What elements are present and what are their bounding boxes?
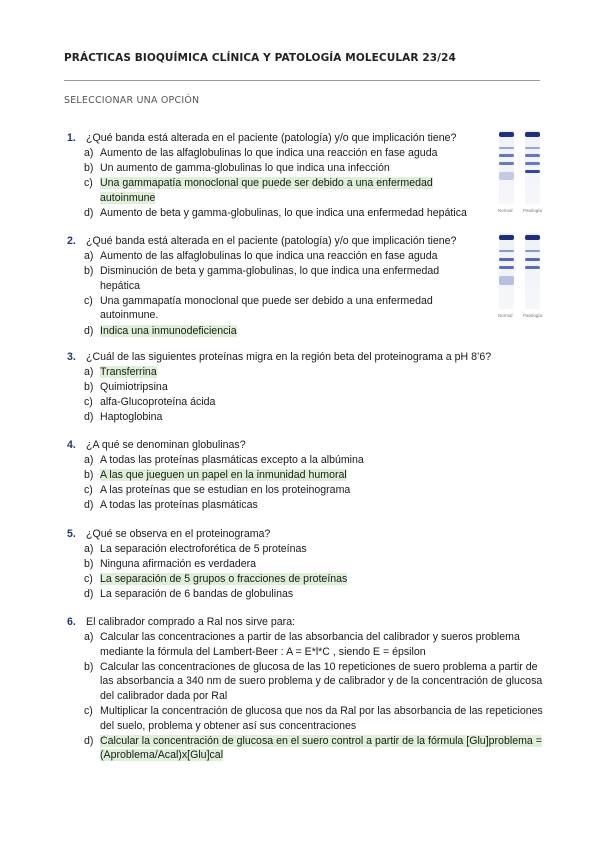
gel-band-alpha1 xyxy=(525,250,540,252)
option-text: Haptoglobina xyxy=(100,411,163,424)
question-number: 6. xyxy=(67,616,76,628)
option-text: Calcular las concentraciones a partir de las absorbancia del calibrador y sueros problema mediante la fórmula del Lambert-Beer : A = E*l*C , siendo E = épsilon xyxy=(100,631,520,658)
option-letter: c) xyxy=(84,294,93,307)
gel-band-alpha1 xyxy=(525,147,540,149)
gel-band-albumin xyxy=(499,132,514,137)
option-letter: d) xyxy=(84,734,94,747)
option-letter: c) xyxy=(84,484,93,497)
option-3b[interactable] xyxy=(64,380,544,395)
option-text: Un aumento de gamma-globulinas lo que indica una infección xyxy=(100,162,390,175)
gel-label-pathology: Patología xyxy=(523,313,543,318)
option-text-selected: Indica una inmunodeficiencia xyxy=(100,324,237,337)
option-letter: d) xyxy=(84,588,94,601)
question-number: 1. xyxy=(67,132,76,144)
gel-band-albumin xyxy=(525,235,540,240)
option-text: A todas las proteínas plasmáticas excepto a la albúmina xyxy=(100,454,364,467)
gel-lane-pathology xyxy=(525,130,540,204)
gel-lane-normal xyxy=(499,233,514,309)
electrophoresis-gel-1 xyxy=(494,130,550,213)
option-letter: b) xyxy=(84,265,94,278)
option-6d[interactable] xyxy=(64,734,544,763)
instruction-text: SELECCIONAR UNA OPCIÓN xyxy=(64,95,200,106)
gel-band-beta xyxy=(499,162,514,165)
option-3a[interactable] xyxy=(64,365,544,380)
option-6b[interactable] xyxy=(64,660,544,704)
option-text: A todas las proteínas plasmáticas xyxy=(100,499,258,512)
gel-band-albumin xyxy=(525,132,540,137)
gel-band-alpha2 xyxy=(499,258,514,261)
option-text: La separación de 6 bandas de globulinas xyxy=(100,588,294,601)
option-letter: a) xyxy=(84,454,94,467)
option-text: Calcular las concentraciones de glucosa de las 10 repeticiones de suero problema a partir de las absorbancia a 340 nm de suero problema y de calibrador y de la concentración de glucosa del calibrador dada por Ral xyxy=(100,660,543,702)
option-text: La separación electroforética de 5 proteínas xyxy=(100,543,307,556)
option-text: Aumento de las alfaglobulinas lo que indica una reacción en fase aguda xyxy=(100,250,438,263)
option-text: Aumento de las alfaglobulinas lo que indica una reacción en fase aguda xyxy=(100,147,438,160)
question-number: 3. xyxy=(67,351,76,363)
gel-band-gamma xyxy=(499,172,514,180)
option-2a[interactable] xyxy=(64,249,544,264)
gel-label-pathology: Patología xyxy=(523,208,543,213)
option-1c[interactable] xyxy=(64,176,482,205)
question-1 xyxy=(64,131,544,221)
option-letter: c) xyxy=(84,177,93,190)
option-5d[interactable] xyxy=(64,587,544,602)
question-2 xyxy=(64,234,544,338)
question-1-stem xyxy=(64,131,482,146)
option-letter: a) xyxy=(84,250,94,263)
option-text: A las proteínas que se estudian en los proteinograma xyxy=(100,484,351,497)
option-letter: b) xyxy=(84,381,94,394)
question-text: ¿Qué se observa en el proteinograma? xyxy=(86,528,271,540)
option-5b[interactable] xyxy=(64,557,544,572)
question-number: 4. xyxy=(67,439,76,451)
option-letter: a) xyxy=(84,543,94,556)
option-2b[interactable] xyxy=(64,264,458,293)
option-text: Aumento de beta y gamma-globulinas, lo que indica una enfermedad hepática xyxy=(100,206,467,219)
gel-label-normal: Normal xyxy=(498,208,513,213)
option-letter: c) xyxy=(84,396,93,409)
option-3d[interactable] xyxy=(64,410,544,425)
gel-band-beta xyxy=(525,266,540,269)
option-letter: b) xyxy=(84,469,94,482)
question-text: ¿Qué banda está alterada en el paciente (patología) y/o que implicación tiene? xyxy=(86,235,457,247)
question-4 xyxy=(64,438,544,513)
option-text: alfa-Glucoproteína ácida xyxy=(100,396,216,409)
gel-band-beta xyxy=(525,162,540,165)
question-text: ¿A qué se denominan globulinas? xyxy=(86,439,246,451)
option-2d[interactable] xyxy=(64,324,482,339)
option-text-selected: La separación de 5 grupos o fracciones de proteínas xyxy=(100,573,348,586)
gel-band-albumin xyxy=(499,235,514,240)
question-5-stem xyxy=(64,527,544,542)
option-text: Disminución de beta y gamma-globulinas, lo que indica una enfermedad hepática xyxy=(100,265,440,292)
option-text-selected: Una gammapatía monoclonal que puede ser debido a una enfermedad autoinmune xyxy=(100,177,433,204)
electrophoresis-gel-2 xyxy=(494,233,550,318)
question-text: ¿Cuál de las siguientes proteínas migra en la región beta del proteinograma a pH 8’6? xyxy=(86,351,492,363)
question-6 xyxy=(64,615,544,763)
question-6-stem xyxy=(64,615,544,630)
gel-band-alpha1 xyxy=(499,250,514,252)
option-4d[interactable] xyxy=(64,498,544,513)
header-divider xyxy=(64,80,540,81)
option-text: Multiplicar la concentración de glucosa que nos da Ral por las absorbancia de las repeticiones del suelo, problema y obtener así sus concentraciones xyxy=(100,705,543,732)
option-3c[interactable] xyxy=(64,395,544,410)
option-text: Una gammapatía monoclonal que puede ser debido a una enfermedad autoinmune. xyxy=(100,294,433,322)
option-text-selected: A las que jueguen un papel en la inmunidad humoral xyxy=(100,469,347,482)
gel-band-alpha2 xyxy=(499,154,514,157)
option-text-selected: Calcular la concentración de glucosa en el suero control a partir de la fórmula [Glu]problema = (Aproblema/Acal)x[Glu]cal xyxy=(100,734,542,762)
option-letter: d) xyxy=(84,206,94,219)
option-1a[interactable] xyxy=(64,146,482,161)
gel-band-beta xyxy=(499,266,514,269)
question-3-stem xyxy=(64,350,544,365)
option-5a[interactable] xyxy=(64,542,544,557)
gel-band-gamma xyxy=(499,276,514,285)
gel-lane-pathology xyxy=(525,233,540,309)
page-title: PRÁCTICAS BIOQUÍMICA CLÍNICA Y PATOLOGÍA MOLECULAR 23/24 xyxy=(64,52,456,64)
question-4-stem xyxy=(64,438,544,453)
option-letter: c) xyxy=(84,573,93,586)
option-letter: b) xyxy=(84,162,94,175)
option-text: Ninguna afirmación es verdadera xyxy=(100,558,257,571)
option-5c[interactable] xyxy=(64,572,544,587)
gel-band-monoclonal xyxy=(525,170,540,173)
gel-band-alpha2 xyxy=(525,258,540,261)
option-6c[interactable] xyxy=(64,704,544,733)
option-1d[interactable] xyxy=(64,206,544,221)
question-text: El calibrador comprado a Ral nos sirve para: xyxy=(86,616,296,628)
question-text: ¿Qué banda está alterada en el paciente (patología) y/o que implicación tiene? xyxy=(86,132,457,144)
option-4a[interactable] xyxy=(64,453,544,468)
option-text: Quimiotripsina xyxy=(100,381,168,394)
option-text-selected: Transferrina xyxy=(100,366,157,379)
option-2c[interactable] xyxy=(64,294,458,323)
option-6a[interactable] xyxy=(64,630,544,659)
option-letter: b) xyxy=(84,660,94,673)
question-3 xyxy=(64,350,544,425)
question-5 xyxy=(64,527,544,602)
option-4b[interactable] xyxy=(64,468,544,483)
option-letter: c) xyxy=(84,705,93,718)
gel-label-normal: Normal xyxy=(498,313,513,318)
option-letter: d) xyxy=(84,499,94,512)
gel-band-alpha1 xyxy=(499,147,514,149)
option-letter: a) xyxy=(84,366,94,379)
gel-lane-normal xyxy=(499,130,514,204)
question-number: 2. xyxy=(67,235,76,247)
option-letter: b) xyxy=(84,558,94,571)
option-letter: a) xyxy=(84,147,94,160)
option-letter: d) xyxy=(84,411,94,424)
option-letter: d) xyxy=(84,324,94,337)
question-number: 5. xyxy=(67,528,76,540)
question-2-stem xyxy=(64,234,544,249)
option-letter: a) xyxy=(84,631,94,644)
option-1b[interactable] xyxy=(64,161,482,176)
gel-band-alpha2 xyxy=(525,154,540,157)
option-4c[interactable] xyxy=(64,483,544,498)
